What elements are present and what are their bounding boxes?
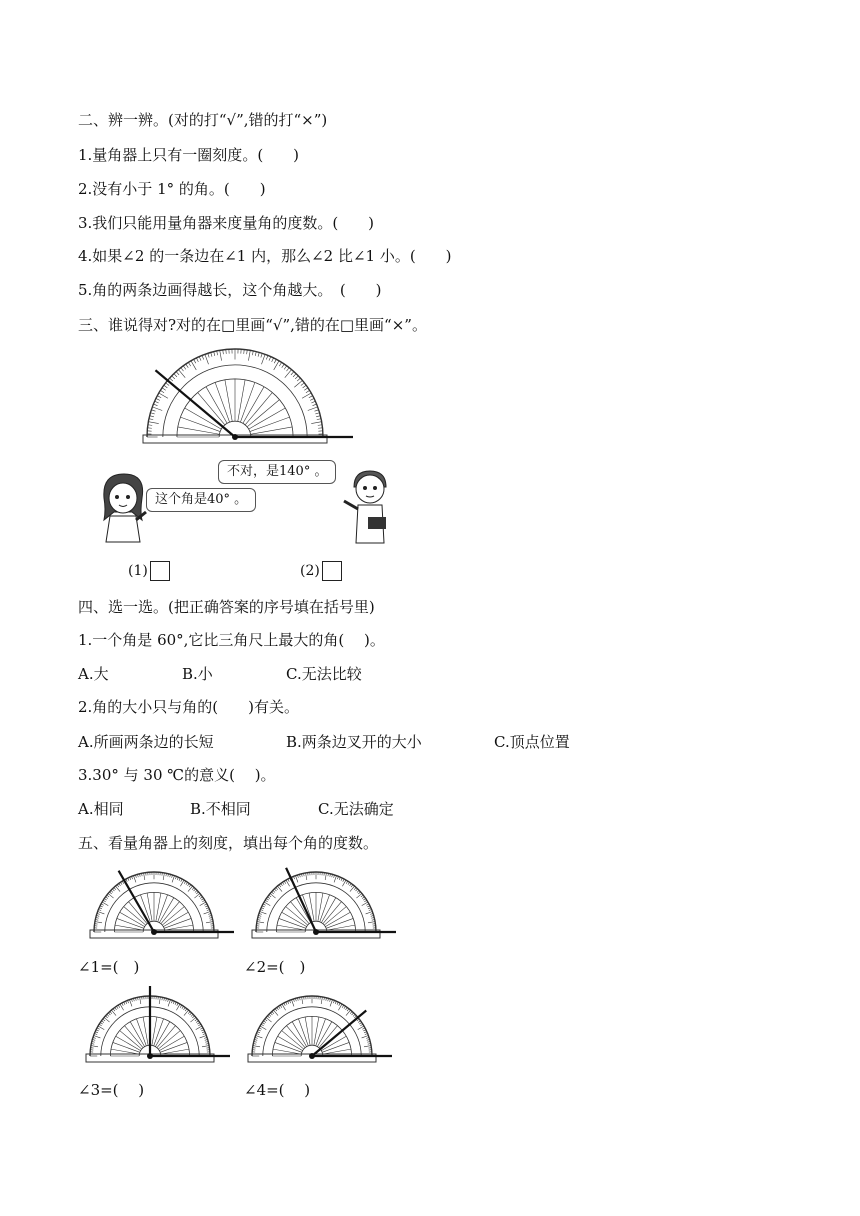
option-1-checkbox[interactable] bbox=[150, 561, 170, 581]
protractor-angle-2 bbox=[248, 862, 398, 942]
section4-q1-option-a: A.大 bbox=[78, 665, 109, 683]
option-1 bbox=[128, 561, 170, 581]
option-1-label: (1) bbox=[128, 563, 148, 579]
section2-title: 二、辨一辨。(对的打“√”,错的打“×”) bbox=[78, 111, 328, 129]
section4-q2-option-c: C.顶点位置 bbox=[494, 733, 570, 751]
section2-item-5: 5.角的两条边画得越长，这个角越大。 ( ) bbox=[78, 281, 382, 299]
section4-title: 四、选一选。(把正确答案的序号填在括号里) bbox=[78, 598, 375, 616]
boy-figure bbox=[338, 465, 398, 545]
section4-q3: 3.30° 与 30 ℃的意义( )。 bbox=[78, 766, 276, 784]
option-2-label: (2) bbox=[300, 563, 320, 579]
section4-q2-option-b: B.两条边叉开的大小 bbox=[286, 733, 422, 751]
protractor-angle-1 bbox=[86, 862, 236, 942]
section2-item-4: 4.如果∠2 的一条边在∠1 内，那么∠2 比∠1 小。( ) bbox=[78, 247, 452, 265]
section3-title: 三、谁说得对?对的在□里画“√”,错的在□里画“×”。 bbox=[78, 316, 427, 334]
section4-q1-option-c: C.无法比较 bbox=[286, 665, 362, 683]
option-2 bbox=[300, 561, 342, 581]
section2-item-2: 2.没有小于 1° 的角。( ) bbox=[78, 180, 266, 198]
option-2-checkbox[interactable] bbox=[322, 561, 342, 581]
section4-q1-option-b: B.小 bbox=[182, 665, 213, 683]
section5-title: 五、看量角器上的刻度，填出每个角的度数。 bbox=[78, 834, 379, 852]
angle-3-label: ∠3=( ) bbox=[78, 1081, 145, 1099]
angle-2-label: ∠2=( ) bbox=[244, 958, 306, 976]
girl-figure bbox=[96, 468, 151, 543]
section2-item-1: 1.量角器上只有一圈刻度。( ) bbox=[78, 146, 300, 164]
protractor-main bbox=[140, 342, 355, 447]
boy-speech-bubble: 不对，是140° 。 bbox=[218, 460, 336, 484]
section4-q2-option-a: A.所画两条边的长短 bbox=[78, 733, 214, 751]
angle-4-label: ∠4=( ) bbox=[244, 1081, 311, 1099]
section4-q2: 2.角的大小只与角的( )有关。 bbox=[78, 698, 300, 716]
section4-q3-option-b: B.不相同 bbox=[190, 800, 251, 818]
section4-q3-option-c: C.无法确定 bbox=[318, 800, 394, 818]
protractor-angle-4 bbox=[244, 986, 394, 1066]
protractor-angle-3 bbox=[82, 986, 232, 1066]
section2-item-3: 3.我们只能用量角器来度量角的度数。( ) bbox=[78, 214, 375, 232]
angle-1-label: ∠1=( ) bbox=[78, 958, 140, 976]
section4-q1: 1.一个角是 60°,它比三角尺上最大的角( )。 bbox=[78, 631, 385, 649]
girl-speech-bubble: 这个角是40° 。 bbox=[146, 488, 256, 512]
section4-q3-option-a: A.相同 bbox=[78, 800, 124, 818]
